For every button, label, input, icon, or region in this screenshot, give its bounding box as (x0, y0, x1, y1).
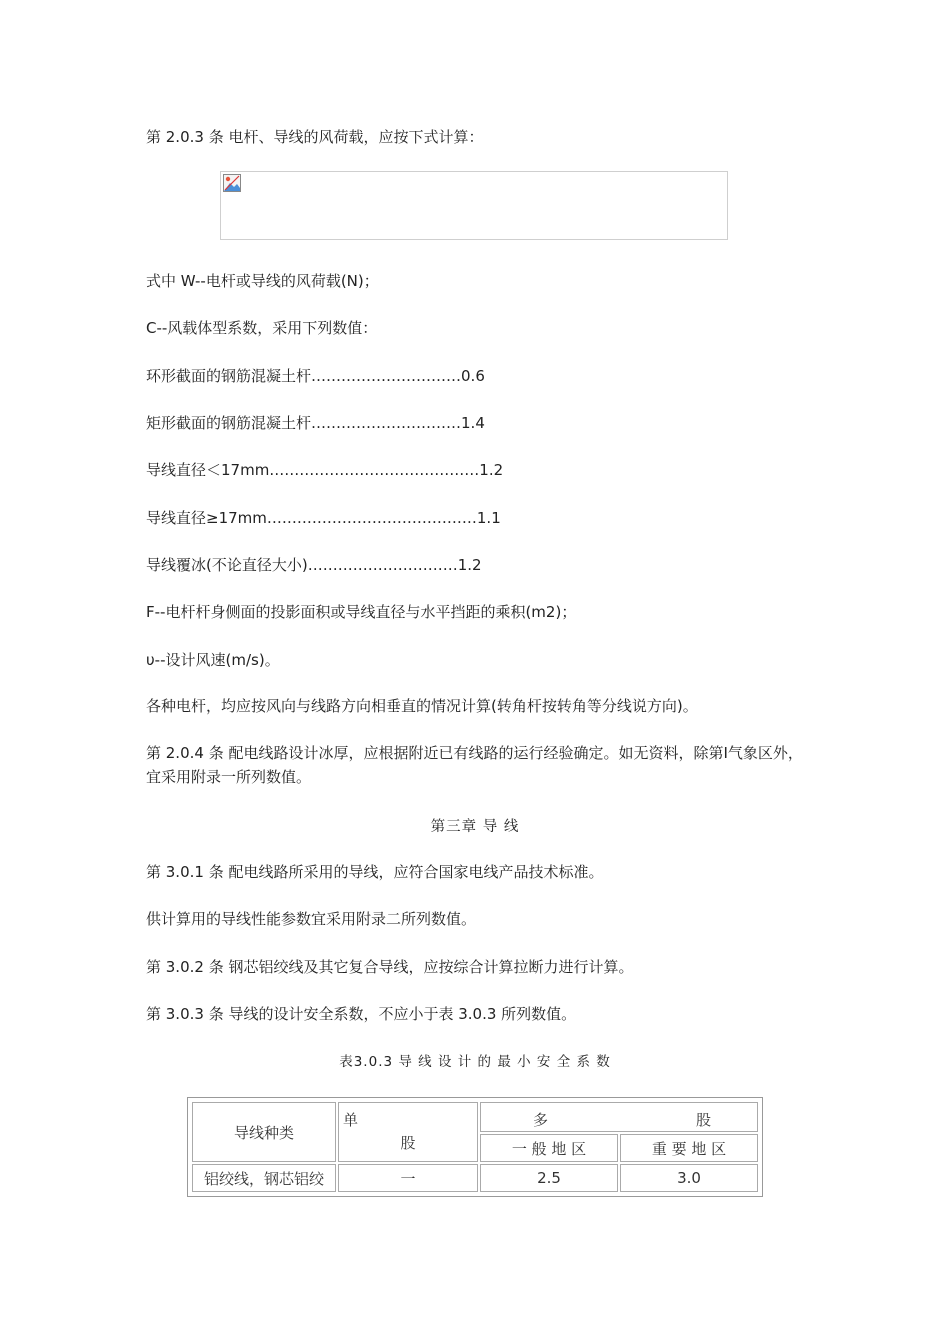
header-wire-type: 导线种类 (192, 1102, 336, 1162)
w-definition: 式中 W--电杆或导线的风荷载(N)； (146, 272, 379, 290)
row-important-value: 3.0 (620, 1164, 758, 1192)
coefficient-line: 环形截面的钢筋混凝土杆…………………………0.6 (146, 367, 485, 385)
header-general-area: 一 般 地 区 (480, 1134, 618, 1162)
formula-image (220, 171, 728, 240)
row-general-value: 2.5 (480, 1164, 618, 1192)
row-wire-type: 铝绞线，钢芯铝绞 (192, 1164, 336, 1192)
f-definition: F--电杆杆身侧面的投影面积或导线直径与水平挡距的乘积(m2)； (146, 603, 577, 621)
c-definition: C--风载体型系数，采用下列数值： (146, 319, 378, 337)
paragraph-3-0-2: 第 3.0.2 条 钢芯铝绞线及其它复合导线，应按综合计算拉断力进行计算。 (146, 958, 634, 976)
paragraph-3-0-3: 第 3.0.3 条 导线的设计安全系数，不应小于表 3.0.3 所列数值。 (146, 1005, 577, 1023)
coefficient-line: 矩形截面的钢筋混凝土杆…………………………1.4 (146, 414, 485, 432)
chapter-title: 第三章 导 线 (430, 819, 520, 835)
paragraph-3-0-1-b: 供计算用的导线性能参数宜采用附录二所列数值。 (146, 910, 477, 928)
paragraph-2-0-3: 第 2.0.3 条 电杆、导线的风荷载，应按下式计算： (146, 128, 484, 146)
note-paragraph: 各种电杆，均应按风向与线路方向相垂直的情况计算(转角杆按转角等分线说方向)。 (146, 697, 698, 715)
broken-image-icon (223, 174, 241, 192)
table-row (192, 1164, 758, 1192)
table-caption: 表3.0.3 导 线 设 计 的 最 小 安 全 系 数 (339, 1054, 611, 1070)
coefficient-line: 导线覆冰(不论直径大小)…………………………1.2 (146, 556, 482, 574)
header-multi-left: 多 (533, 1111, 549, 1129)
row-single-value: 一 (338, 1164, 478, 1192)
v-definition: υ--设计风速(m/s)。 (146, 651, 280, 669)
header-multi-right: 股 (695, 1111, 711, 1129)
paragraph-2-0-4: 第 2.0.4 条 配电线路设计冰厚，应根据附近已有线路的运行经验确定。如无资料，除第Ⅰ气象区外，宜采用附录一所列数值。 (146, 744, 803, 786)
safety-factor-table (187, 1097, 763, 1197)
coefficient-line: 导线直径＜17mm……………………………………1.2 (146, 461, 504, 479)
paragraph-3-0-1: 第 3.0.1 条 配电线路所采用的导线，应符合国家电线产品技术标准。 (146, 863, 604, 881)
header-multi-strand (480, 1102, 758, 1132)
header-important-area: 重 要 地 区 (620, 1134, 758, 1162)
header-single-top: 单 (343, 1111, 359, 1129)
header-single-bottom: 股 (400, 1134, 416, 1152)
coefficient-line: 导线直径≥17mm……………………………………1.1 (146, 509, 501, 527)
header-single-strand (338, 1102, 478, 1162)
